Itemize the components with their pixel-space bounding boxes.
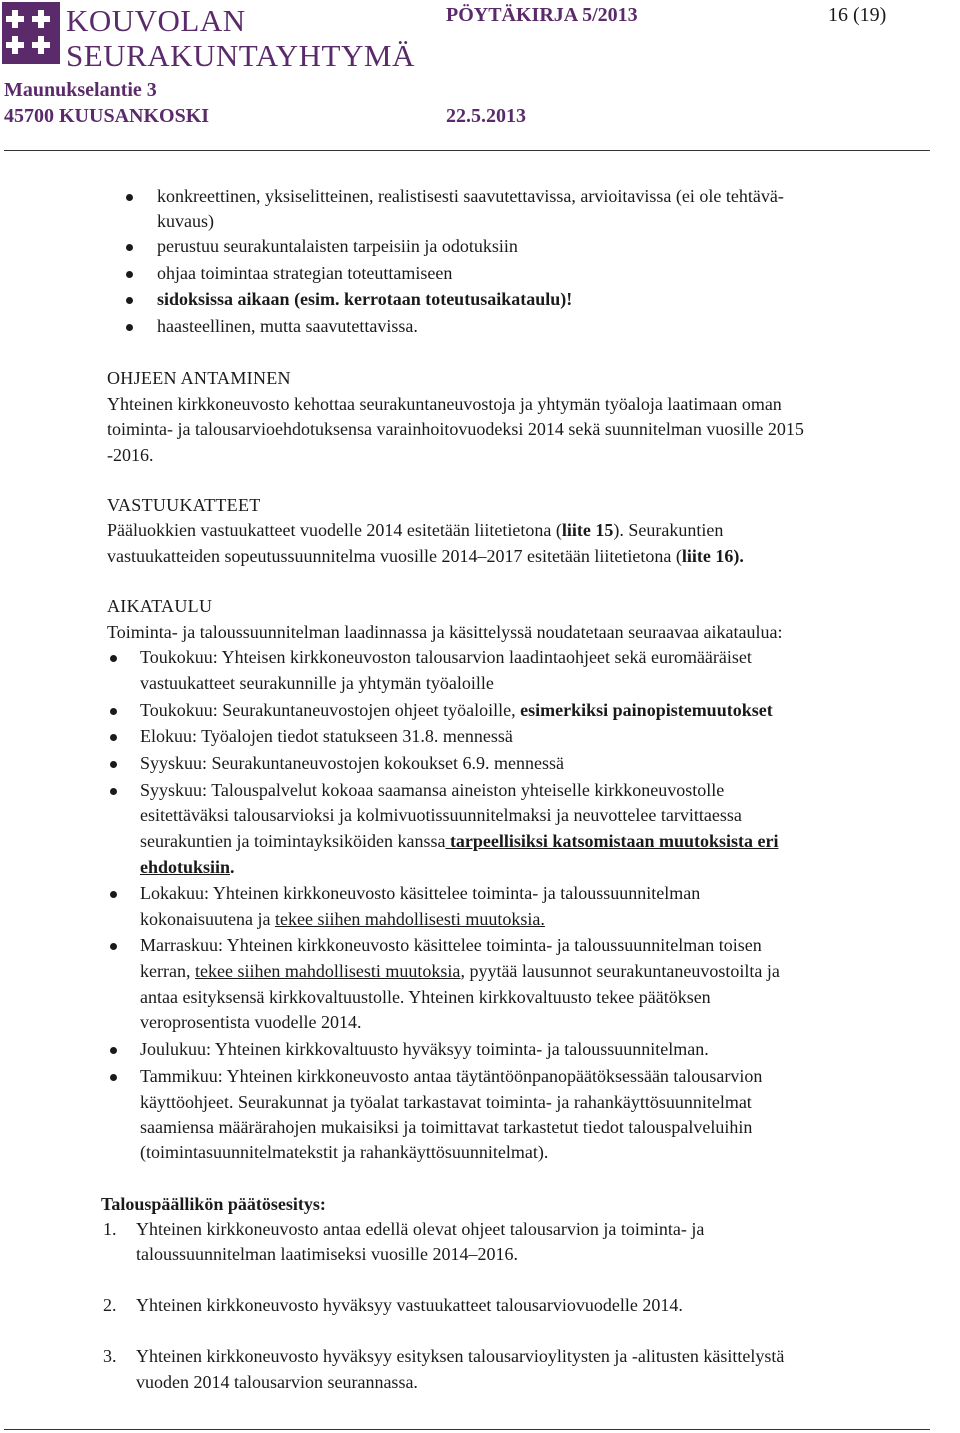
list-item: Joulukuu: Yhteinen kirkkovaltuusto hyväksyy toiminta- ja taloussuunnitelman. <box>140 1039 709 1059</box>
list-item: Syyskuu: Seurakuntaneuvostojen kokoukset 6.9. mennessä <box>140 753 564 773</box>
section-heading-vastuu: VASTUUKATTEET <box>107 495 261 515</box>
bullet-icon <box>126 324 133 331</box>
bullet-icon <box>110 734 117 741</box>
list-item: Lokakuu: Yhteinen kirkkoneuvosto käsittelee toiminta- ja taloussuunnitelman <box>140 883 701 903</box>
list-item: Yhteinen kirkkoneuvosto hyväksyy esityksen talousarvioylitysten ja -alitusten käsittelystä <box>136 1346 785 1366</box>
list-item-continued: (toimintasuunnitelmatekstit ja rahankäyttösuunnitelmat). <box>140 1142 549 1162</box>
bullet-icon <box>110 943 117 950</box>
list-item-continued: veroprosentista vuodelle 2014. <box>140 1012 362 1032</box>
list-item-continued: kuvaus) <box>157 211 214 231</box>
list-item: perustuu seurakuntalaisten tarpeisiin ja odotuksiin <box>157 236 518 256</box>
bullet-icon <box>110 708 117 715</box>
list-item: Toukokuu: Seurakuntaneuvostojen ohjeet työaloille, esimerkiksi painopistemuutokset <box>140 700 773 720</box>
bullet-icon <box>110 761 117 768</box>
proposal-heading: Talouspäällikön päätösesitys: <box>101 1194 326 1214</box>
bullet-icon <box>110 1047 117 1054</box>
document-title: PÖYTÄKIRJA 5/2013 <box>446 4 638 26</box>
bullet-icon <box>110 788 117 795</box>
bullet-icon <box>110 1074 117 1081</box>
org-name-line2: SEURAKUNTAYHTYMÄ <box>66 38 415 73</box>
item-number: 3. <box>103 1346 117 1366</box>
section-heading-aikataulu: AIKATAULU <box>107 596 213 616</box>
list-item: Yhteinen kirkkoneuvosto antaa edellä olevat ohjeet talousarvion ja toiminta- ja <box>136 1219 705 1239</box>
attachment-ref-16: liite 16). <box>681 546 744 566</box>
list-item: sidoksissa aikaan (esim. kerrotaan toteutusaikataulu)! <box>157 289 573 309</box>
item-number: 2. <box>103 1295 117 1315</box>
address-street: Maunukselantie 3 <box>4 79 157 101</box>
list-item: Toukokuu: Yhteisen kirkkoneuvoston talousarvion laadintaohjeet sekä euromääräiset <box>140 647 752 667</box>
list-item: Elokuu: Työalojen tiedot statukseen 31.8. mennessä <box>140 726 513 746</box>
bullet-icon <box>126 194 133 201</box>
list-item-continued: kerran, tekee siihen mahdollisesti muutoksia, pyytää lausunnot seurakuntaneuvostoilta ja <box>140 961 780 981</box>
bullet-icon <box>126 297 133 304</box>
header-divider <box>4 150 930 151</box>
list-item-continued: esitettäväksi talousarvioksi ja kolmivuotissuunnitelmaksi ja neuvottelee tarvittaessa <box>140 805 742 825</box>
bullet-icon <box>110 891 117 898</box>
item-number: 1. <box>103 1219 117 1239</box>
cross-logo-icon <box>2 2 60 64</box>
page-number: 16 (19) <box>828 4 887 26</box>
list-item-continued: kokonaisuutena ja tekee siihen mahdollisesti muutoksia. <box>140 909 545 929</box>
list-item-continued: taloussuunnitelman laatimiseksi vuosille 2014–2016. <box>136 1244 518 1264</box>
list-item: ohjaa toimintaa strategian toteuttamiseen <box>157 263 453 283</box>
list-item: Marraskuu: Yhteinen kirkkoneuvosto käsittelee toiminta- ja taloussuunnitelman toisen <box>140 935 762 955</box>
list-item-continued: seurakuntien ja toimintayksiköiden kanssa tarpeellisiksi katsomistaan muutoksista eri <box>140 831 779 851</box>
paragraph-line: Yhteinen kirkkoneuvosto kehottaa seurakuntaneuvostoja ja yhtymän työaloja laatimaan oman <box>107 394 782 414</box>
list-item: Yhteinen kirkkoneuvosto hyväksyy vastuukatteet talousarviovuodelle 2014. <box>136 1295 683 1315</box>
paragraph-line: vastuukatteiden sopeutussuunnitelma vuosille 2014–2017 esitetään liitetietona (liite 16). <box>107 546 744 566</box>
paragraph-line: toiminta- ja talousarvioehdotuksensa varainhoitovuodeksi 2014 sekä suunnitelman vuosille 2015 <box>107 419 804 439</box>
list-item-continued: antaa esityksensä kirkkovaltuustolle. Yhteinen kirkkovaltuusto tekee päätöksen <box>140 987 711 1007</box>
list-item-continued: saamiensa määrärahojen mukaisiksi ja toimittavat tarkastetut tiedot talouspalveluihin <box>140 1117 753 1137</box>
schedule-intro: Toiminta- ja taloussuunnitelman laadinnassa ja käsittelyssä noudatetaan seuraavaa aikataulua: <box>107 622 783 642</box>
list-item: Tammikuu: Yhteinen kirkkoneuvosto antaa täytäntöönpanopäätöksessään talousarvion <box>140 1066 763 1086</box>
list-item-continued: vuoden 2014 talousarvion seurannassa. <box>136 1372 418 1392</box>
bullet-icon <box>126 271 133 278</box>
list-item-continued: ehdotuksiin. <box>140 857 235 877</box>
list-item: haasteellinen, mutta saavutettavissa. <box>157 316 418 336</box>
bullet-icon <box>126 244 133 251</box>
list-item: Syyskuu: Talouspalvelut kokoaa saamansa aineiston yhteiselle kirkkoneuvostolle <box>140 780 725 800</box>
attachment-ref-15: liite 15 <box>561 520 614 540</box>
address-postal: 45700 KUUSANKOSKI <box>4 105 210 127</box>
paragraph-line: -2016. <box>107 445 154 465</box>
org-name-line1: KOUVOLAN <box>66 3 246 38</box>
section-heading-ohjeen: OHJEEN ANTAMINEN <box>107 368 291 388</box>
list-item-continued: vastuukatteet seurakunnille ja yhtymän työaloille <box>140 673 494 693</box>
letterhead <box>0 0 960 140</box>
bullet-icon <box>110 655 117 662</box>
list-item-continued: käyttöohjeet. Seurakunnat ja työalat tarkastavat toiminta- ja rahankäyttösuunnitelmat <box>140 1092 752 1112</box>
footer-divider <box>4 1429 930 1430</box>
paragraph-line: Pääluokkien vastuukatteet vuodelle 2014 esitetään liitetietona (liite 15). Seurakuntien <box>107 520 724 540</box>
list-item: konkreettinen, yksiselitteinen, realistisesti saavutettavissa, arvioitavissa (ei ole tehtävä- <box>157 186 784 206</box>
document-date: 22.5.2013 <box>446 105 526 127</box>
